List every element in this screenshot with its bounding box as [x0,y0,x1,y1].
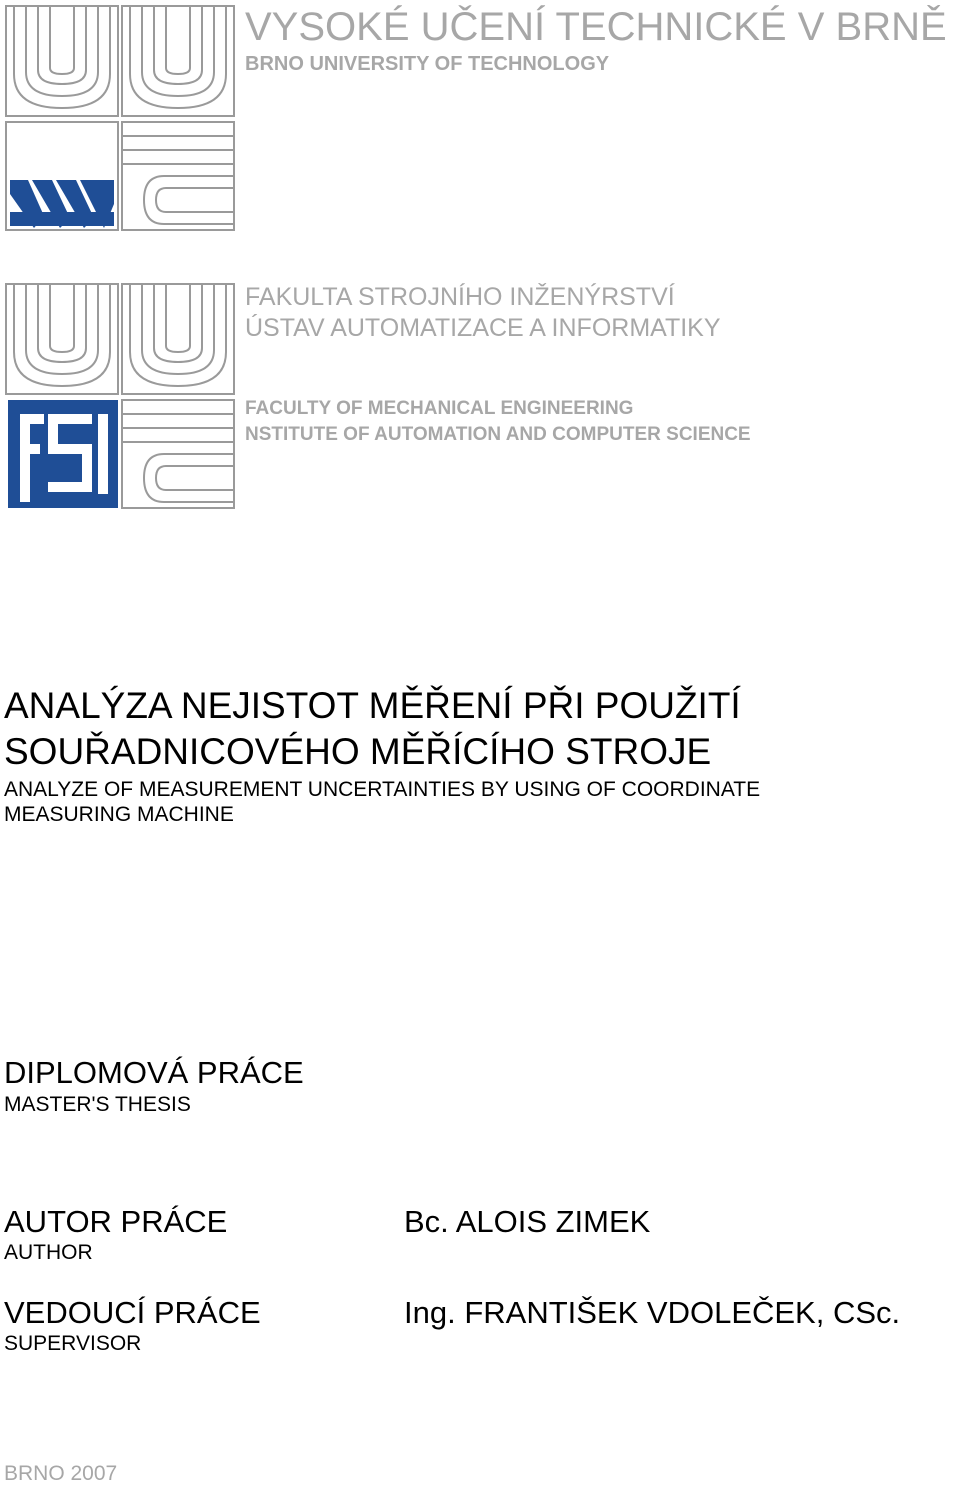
author-label-en: AUTHOR [4,1241,93,1264]
university-name-cz: VYSOKÉ UČENÍ TECHNICKÉ V BRNĚ [245,5,947,49]
thesis-title-cz-line2: SOUŘADNICOVÉHO MĚŘÍCÍHO STROJE [4,731,712,772]
place-year: BRNO 2007 [4,1462,118,1485]
faculty-name-cz: FAKULTA STROJNÍHO INŽENÝRSTVÍ [245,283,675,311]
author-label-cz: AUTOR PRÁCE [4,1204,228,1239]
thesis-title-cz-line1: ANALÝZA NEJISTOT MĚŘENÍ PŘI POUŽITÍ [4,685,741,726]
institute-name-en: NSTITUTE OF AUTOMATION AND COMPUTER SCIENCE [245,424,751,445]
author-name: Bc. ALOIS ZIMEK [404,1204,651,1239]
fsi-logo-icon [4,282,236,512]
vut-logo-icon [4,4,236,234]
institute-name-cz: ÚSTAV AUTOMATIZACE A INFORMATIKY [245,314,721,342]
supervisor-label-cz: VEDOUCÍ PRÁCE [4,1295,261,1330]
university-name-en: BRNO UNIVERSITY OF TECHNOLOGY [245,53,610,75]
faculty-name-en: FACULTY OF MECHANICAL ENGINEERING [245,398,634,419]
thesis-title-en-line2: MEASURING MACHINE [4,803,234,826]
supervisor-name: Ing. FRANTIŠEK VDOLEČEK, CSc. [404,1295,901,1330]
thesis-title-en-line1: ANALYZE OF MEASUREMENT UNCERTAINTIES BY USING OF COORDINATE [4,778,761,801]
thesis-type-cz: DIPLOMOVÁ PRÁCE [4,1055,304,1090]
thesis-type-en: MASTER'S THESIS [4,1093,191,1116]
supervisor-label-en: SUPERVISOR [4,1332,142,1355]
